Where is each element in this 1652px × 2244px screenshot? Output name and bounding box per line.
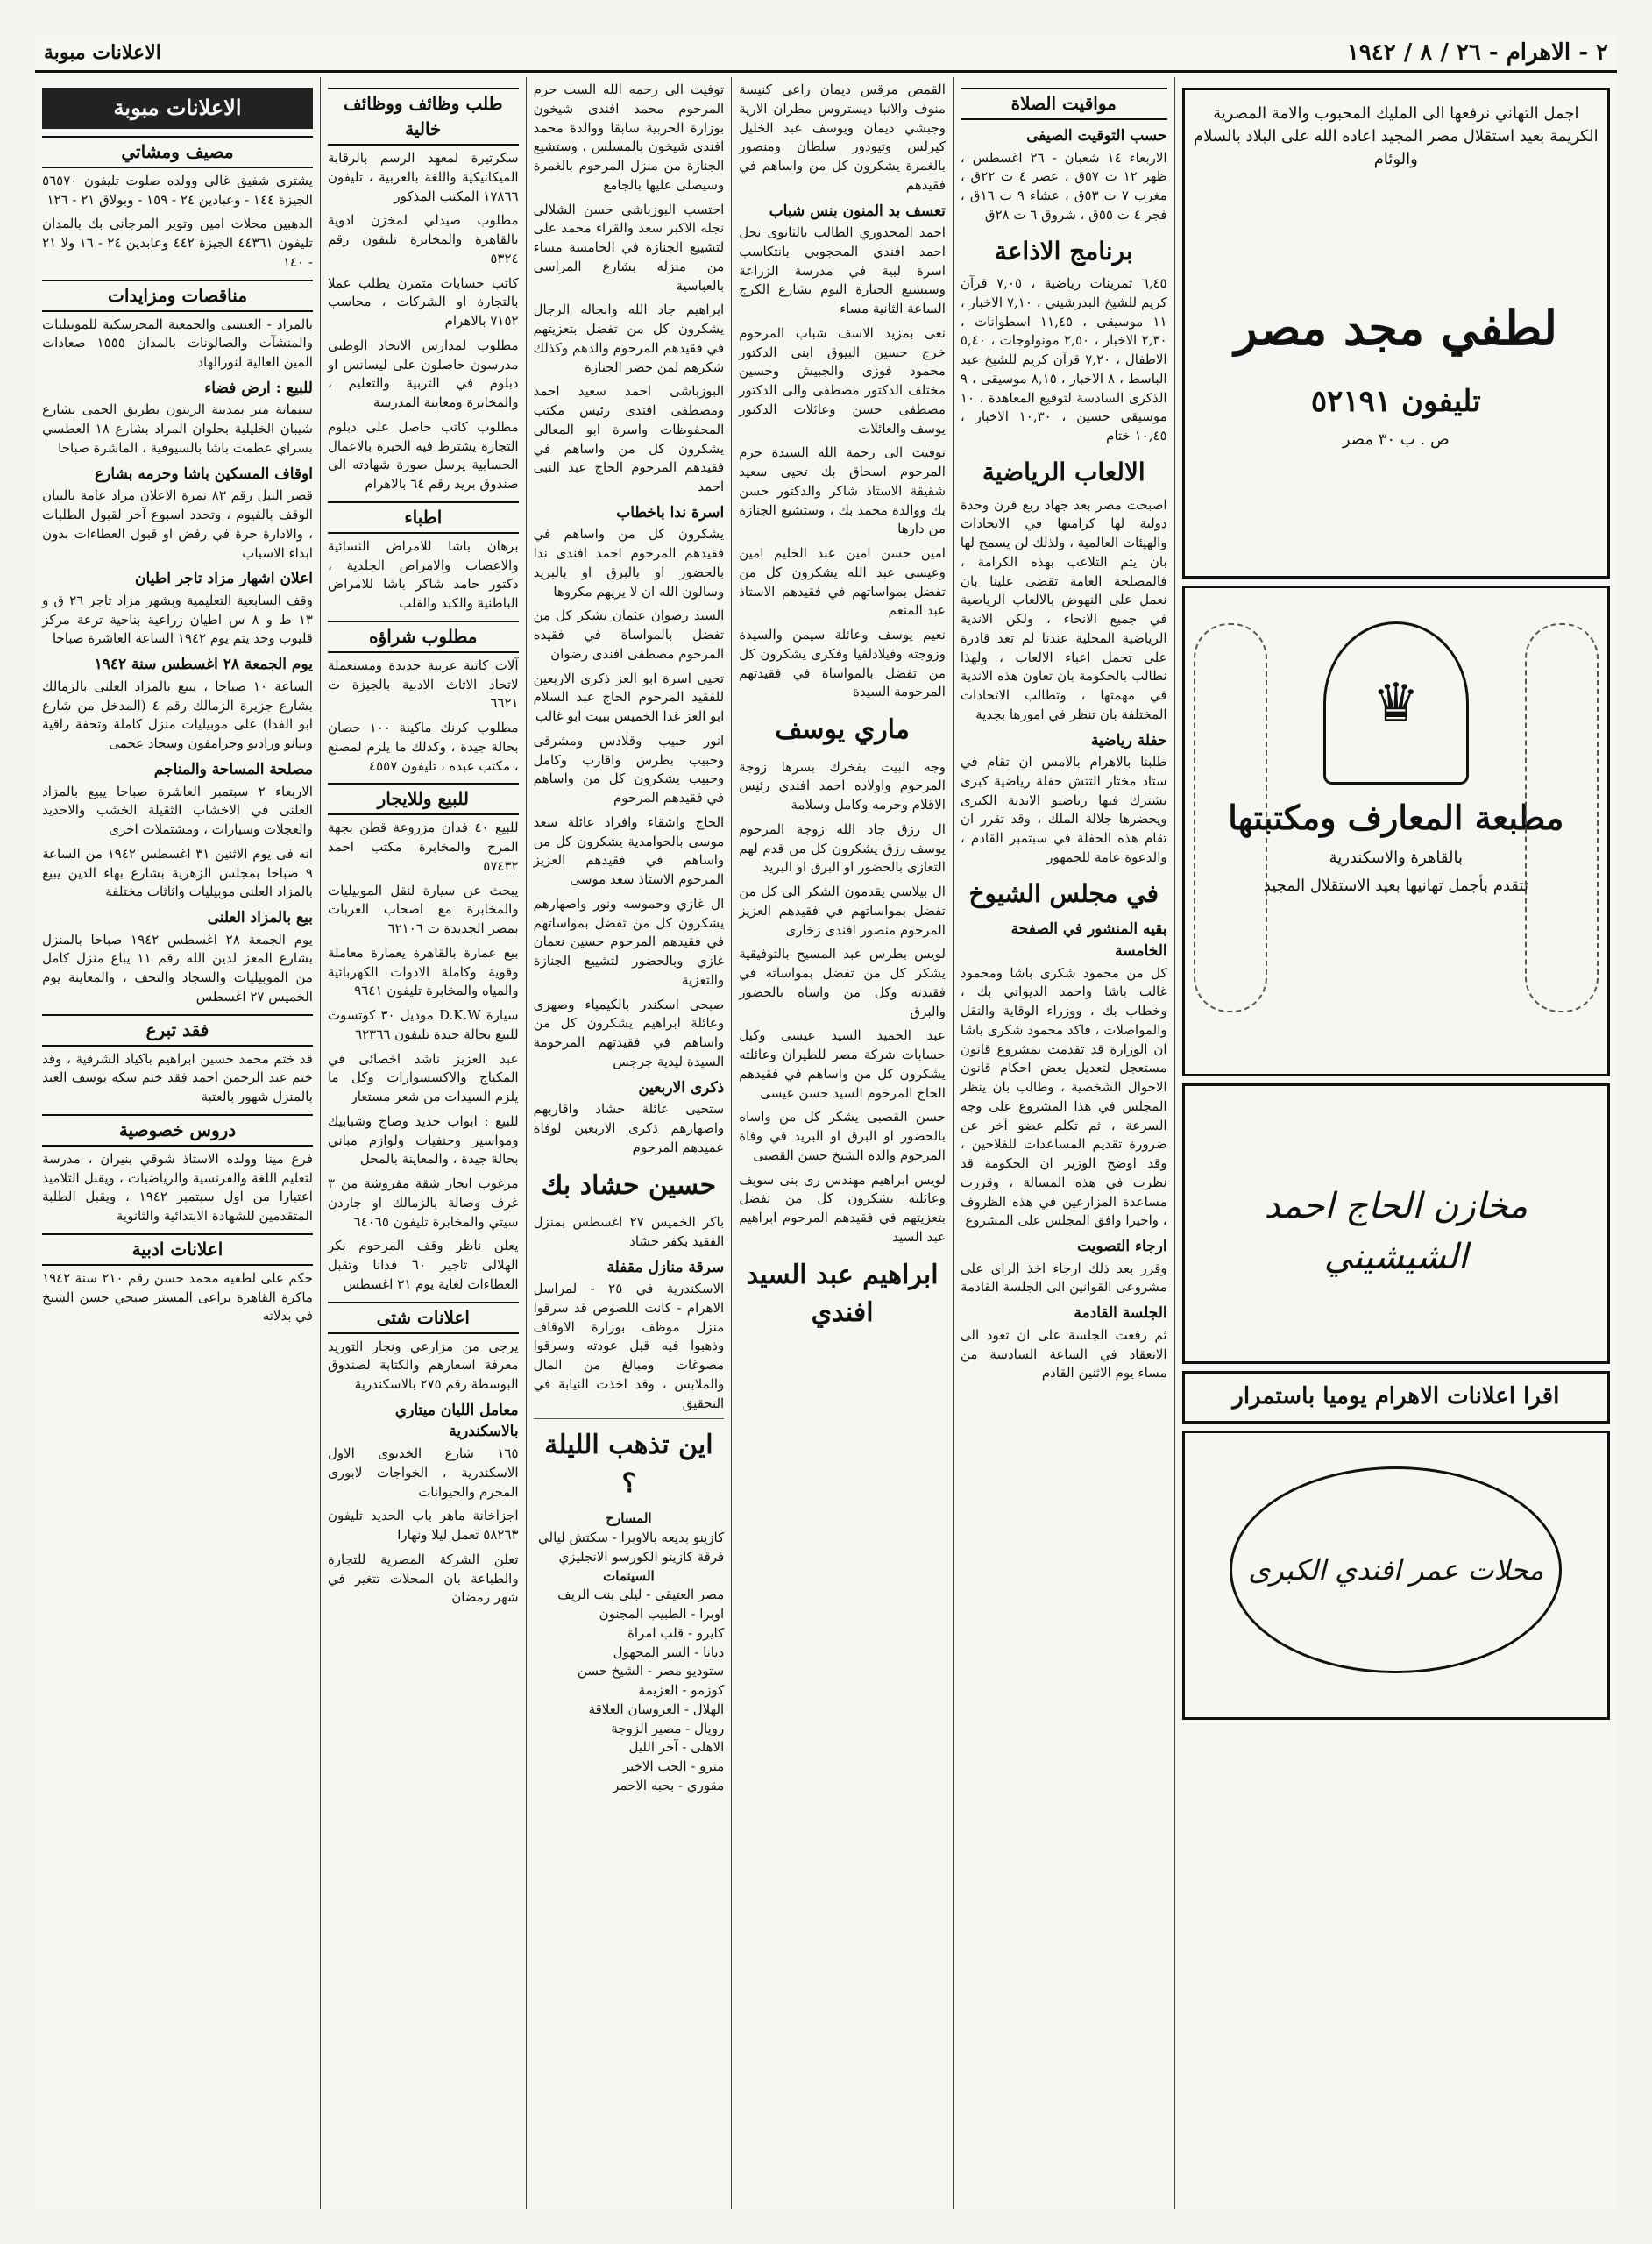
obit-text: ستحيى عائلة حشاد واقاربهم واصهارهم ذكرى الاربعين لوفاة عميدهم المرحوم <box>533 1101 725 1155</box>
section-title: مطلوب شراؤه <box>328 621 519 653</box>
obit-text: ابراهيم جاد الله وانجاله الرجال يشكرون كل من تفضل بتعزيتهم في فقيدهم المرحوم والدهم وكذلك شكرهم لمن حضر الجنازة <box>533 302 725 375</box>
vote-title: ارجاء التصويت <box>1077 1238 1167 1256</box>
obit-text: صبحى اسكندر بالكيمياء وصهرى وعائلة ابراهيم يشكرون كل من واساهم في فقيدتهم المرحومة السيدة ليدية جرجس <box>533 996 725 1069</box>
cinema-line: ديانا - السر المجهول <box>613 1644 725 1660</box>
ad-text: الدهبين محلات امين وتوير المرجانى بك بالمدان تليفون ٤٤٣٦١ الجيزة ٤٤٢ وعابدين ٢٤ - ١٦ ولا ٢١ - ١٤٠ <box>42 216 313 270</box>
section-title: اعلانات ادبية <box>42 1233 313 1266</box>
cinema-title: اين تذهب الليلة ؟ <box>544 1430 713 1499</box>
ad-text: بيع عمارة بالقاهرة يعمارة معاملة وقوية وكاملة الادوات الكهربائية والمياه والمخابرة تليفون ٩٦٤١ <box>327 944 519 999</box>
ad3-text: مخازن الحاج احمد الشيشيني <box>1264 1186 1528 1277</box>
next-session-text: ثم رفعت الجلسة على ان تعود الى الانعقاد في الساعة السادسة من مساء يوم الاثنين القادم <box>960 1326 1167 1381</box>
obit-text: عبد الحميد السيد عيسى وكيل حسابات شركة مصر للطيران وعائلته يشكرون كل من واساهم في فقيدهم الحاج المرحوم السيد حسن عيسى <box>739 1027 946 1101</box>
ad-text: اجزاخانة ماهر باب الحديد تليفون ٥٨٢٦٣ تعمل ليلا ونهارا <box>327 1508 519 1544</box>
obit-text: نعيم يوسف وعائلة سيمن والسيدة وزوجته وفيلادلفيا وفكرى يشكرون كل من تفضل بالمواساة في فقيدتهم المرحومة السيدة <box>739 627 946 700</box>
cinema-line: كازينو بديعه بالاوبرا - سكتش ليالي <box>538 1530 725 1546</box>
obit-title: تعسف بد المنون بنس شباب <box>769 202 946 220</box>
cinema-line: كايرو - قلب امراة <box>627 1624 725 1641</box>
ad-text: الساعة ١٠ صباحا ، يبيع بالمزاد العلنى بالزمالك بشارع جزيرة الزمالك رقم ٤ (المدخل من شارع ابو الفدا) على موبيليات منزل كاملة وتحفة راقية وبيانو وراديو وجرامفون وسجاد عجمى <box>42 678 313 752</box>
obit-text: نعى بمزيد الاسف شباب المرحوم خرج حسين البيوق ابنى الدكتور محمود فوزى والجبيش وحسين مختلف الدكتور مصطفى والى الدكتور مصطفى حسن وعائلات الدكتور يوسف والعائلات <box>739 324 946 437</box>
obit-text: يشكرون كل من واساهم في فقيدهم المرحوم احمد افندى ندا بالحضور او بالبرق او بالبريد وسالون الله ان لا يريهم مكروها <box>533 526 725 600</box>
section-title: دروس خصوصية <box>42 1114 313 1147</box>
ad-text: للبيع ٤٠ فدان مزروعة قطن بجهة المرج والمخابرة مكتب احمد ٥٧٤٣٢ <box>327 820 519 874</box>
cinema-line: الاهلى - آخر الليل <box>628 1739 725 1756</box>
parliament-text: كل من محمود شكرى باشا ومحمود غالب باشا واحمد الديواني بك ، وخطاب بك ، ووزراء الوقاية والنقل والمواصلات ، فاكد محمود شكرى باشا ان الوزارة قد تقدمت بمشروع قانون مستعجل لتعديل بعض احكام قانون الاحوال الشخصية ، وطالب بان ينظر المجلس في هذا المشروع على وجه السرعة ، ثم تكلم عضو آخر عن ضرورة تقديم المساعدات للفلاحين ، وقد اوضح الوزير ان الحكومة قد نظرت في هذه المسالة ، وقررت مساعدة المزارعين في هذه الظروف ، واخيرا وافق المجلس على المشروع <box>960 964 1167 1229</box>
ad1-phone: تليفون ٥٢١٩١ <box>1310 383 1481 419</box>
ad-text: كاتب حسابات متمرن يطلب عملا بالتجارة او الشركات ، محاسب ٧١٥٢ بالاهرام <box>327 274 519 329</box>
section-banner: الاعلانات مبوبة <box>44 41 161 64</box>
cinema-line: السينمات <box>603 1567 655 1584</box>
section-title: اعلان اشهار مزاد تاجر اطيان <box>134 570 313 588</box>
obit-text: القمص مرقس ديمان راعى كنيسة منوف والانبا ديستروس مطران الارية وجبشي ديمان ويوسف عبد الخليل كيرلس وتيودور سلطان ومنصور بالغمرة يشكرون كل من واساهم في فقيدهم <box>739 82 946 193</box>
obit-text: انور حبيب وقلادس ومشرقى وحبيب بطرس واقارب وكامل وحبيب يشكرون كل من واساهم في فقيدهم المرحوم <box>533 732 725 806</box>
section-title: اطباء <box>328 501 519 534</box>
ad-lotfi-magd <box>1182 88 1610 579</box>
obit-big-name: حسين حشاد بك <box>541 1169 717 1201</box>
section-title: اعلانات شتى <box>328 1302 519 1334</box>
obit-big-name: ماري يوسف <box>775 714 910 746</box>
cinema-line: مترو - الحب الاخير <box>622 1758 725 1775</box>
ad-text: ١٦٥ شارع الخديوى الاول الاسكندرية ، الخواجات لابورى المحرم والحيوانات <box>327 1445 519 1500</box>
column-news <box>953 77 1174 2209</box>
next-session-title: الجلسة القادمة <box>1074 1304 1167 1323</box>
ad-text: حكم على لطفيه محمد حسن رقم ٢١٠ سنة ١٩٤٢ ماكرة القاهرة يراعى المستر صبحي حسن الشيخ في بدلاته <box>42 1269 313 1324</box>
obit-text: السيد رضوان عثمان يشكر كل من تفضل بالمواساة في فقيده المرحوم مصطفى افندى رضوان <box>533 607 725 662</box>
cinema-line: رويال - مصير الزوجة <box>611 1720 725 1736</box>
section-title: مصلحة المساحة والمناجم <box>153 760 313 778</box>
obit-text: توفيت الى رحمه الله الست حرم المرحوم محمد افندى شيخون بوزارة الحربية سابقا ووالدة محمد افندى شيخون بالمسلس ، وستشيع الجنازة من منزل المرحوم بالغمرة وسيصلى عليها بالجامع <box>533 82 725 193</box>
ad-text: يوم الجمعة ٢٨ اغسطس ١٩٤٢ صباحا بالمنزل بشارع المعز لدين الله رقم ١١ يباع منزل كامل من الموبيليات والسجاد والتحف ، والمعاينة يوم الخميس ٢٧ اغسطس <box>42 931 313 1005</box>
ad-text: يبحث عن سيارة لنقل الموبيليات والمخابرة مع اصحاب العربات بمصر الجديدة ت ٦٢١٠٦ <box>327 882 519 936</box>
ad-text: يرجى من مزارعي ونجار التوريد معرفة اسعارهم والكتابة لصندوق البوسطة رقم ٢٧٥ بالاسكندرية <box>327 1338 519 1392</box>
obit-text: باكر الخميس ٢٧ اغسطس بمنزل الفقيد بكفر حشاد <box>533 1214 725 1249</box>
ad-text: يشترى شفيق غالى وولده صلوت تليفون ٥٦٥٧٠ الجيزة ١٤٤ - وعبادين ٢٤ - ١٥٩ - وبولاق ٢١ - ١٢٦ <box>42 172 313 208</box>
ad1-box: ص . ب ٣٠ مصر <box>1342 430 1450 449</box>
sports-text2: طلبنا بالاهرام بالامس ان تقام في ستاد مختار التتش حفلة رياضية كبرى يشترك فيها رياضيو الاندية الكبرى ويحضرها جلالة الملك ، وقد تقرر ان تقام هذه الحفلة في سبتمبر القادم ، والدعوة عامة للجمهور <box>960 754 1167 865</box>
ad-text: فرع مينا وولده الاستاذ شوقي بنيران ، مدرسة لتعليم اللغة والفرنسية والرياضيات ، ويقبل التلاميذ اعتبارا من اول سبتمبر ١٩٤٢ ، ويقبل الطلبة المتقدمين للشهادة الابتدائية والثانوية <box>42 1150 313 1225</box>
obit-title: اسرة ندا باخطاب <box>616 503 725 522</box>
obit-text: احتسب البوزباشى حسن الشلالى نجله الاكبر سعد والقراء محمد على لتشييع الجنازة في الخامسة مساء من منزله بشارع المراسى بالعباسية <box>533 201 725 294</box>
news-title: سرقة منازل مقفلة <box>606 1258 725 1276</box>
ad-text: يعلن ناظر وقف المرحوم بكر الهلالى تاجير ٦٠ فدانا وتقبل العطاءات لغاية يوم ٣١ اغسطس <box>327 1238 519 1292</box>
ad-text: الاربعاء ٢ سبتمبر العاشرة صباحا يبيع بالمزاد العلنى في الاخشاب الثقيلة الخشب والاحديد والعجلات وسيارات ، ومشتملات اخرى <box>42 783 313 837</box>
masthead <box>35 35 1617 73</box>
ad-omar-effendi <box>1182 1431 1610 1720</box>
cinema-line: مقوري - بحبه الاحمر <box>613 1777 725 1793</box>
wreath-right-icon <box>1525 623 1599 1012</box>
obit-text: لويس بطرس عبد المسيح بالتوفيقية يشكر كل من تفضل بمواساته في فقيدته وكل من واساه بالحضور والبرق <box>739 946 946 1019</box>
ad-text: بالمزاد - العنسى والجمعية المحرسكية للموبيليات والمنشآت والصالونات بالمدان ١٥٥٥ صعادات المين العالية لنورالهاد <box>42 316 313 371</box>
radio-title: برنامج الاذاعة <box>994 236 1133 266</box>
section-title: للبيع : ارض فضاء <box>204 379 313 397</box>
ad-text: قد ختم محمد حسين ابراهيم باكياد الشرقية ، وقد ختم عبد الرحمن احمد فقد ختم سكه يوسف العبد بالمنزل شهور بالعتبة <box>42 1050 313 1105</box>
column-classifieds-b <box>320 77 526 2209</box>
ad1-text: اجمل التهاني نرفعها الى المليك المحبوب والامة المصرية الكريمة بعيد استقلال مصر المجيد اعاده الله على البلاد بالسلام والوئام <box>1194 104 1599 169</box>
ad5-text: محلات عمر افندي الكبرى <box>1230 1466 1562 1673</box>
ad-text: مطلوب صيدلي لمخزن ادوية بالقاهرة والمخابرة تليفون رقم ٥٣٢٤ <box>327 212 519 266</box>
prayer-text: الاربعاء ١٤ شعبان - ٢٦ اغسطس ، ظهر ١٢ ت ٥٧ق ، عصر ٤ ت ٢٢ق ، مغرب ٧ ت ٥٣ق ، عشاء ٩ ت ١٦ق ، فجر ٤ ت ٥٥ق ، شروق ٦ ت ٢٨ق <box>960 149 1167 223</box>
parliament-sub: بقيه المنشور في الصفحة الخامسة <box>1010 920 1167 960</box>
obit-text: امين حسن امين عبد الحليم امين وعيسى عبد الله يشكرون كل من تفضل بمواساتهم في فقيدهم الاستاذ عبد المنعم <box>739 545 946 619</box>
ad-text: سكرتيرة لمعهد الرسم بالرقابة الميكانيكية واللغة بالعربية ، تليفون ١٧٨٦٦ المكتب المذكور <box>327 150 519 204</box>
cinema-line: الهلال - العروسان العلاقة <box>588 1701 725 1717</box>
ad2-text: تتقدم بأجمل تهانيها بعيد الاستقلال المجيد <box>1263 877 1528 896</box>
ad1-name: لطفي مجد مصر <box>1234 300 1557 357</box>
section-title: مصيف ومشاتي <box>42 136 313 168</box>
classifieds-header: الاعلانات مبوبة <box>42 88 313 129</box>
ad-text: قصر النيل رقم ٨٣ نمرة الاعلان مزاد عامة بالبيان الوقف بالفيوم ، وتحدد اسبوع آخر لقبول الطلبات ، والادارة حرة في رفض او قبول العطاءات بدون ابداء الاسباب <box>42 487 313 561</box>
radio-text: ٦,٤٥ تمرينات رياضية ، ٧,٠٥ قرآن كريم للشيخ البدرشيني ، ٧,١٠ الاخبار ، ١١ موسيقى ، ١١,٤٥ اسطوانات ، ٢,٣٠ الاخبار ، ٢,٥٠ مونولوجات ، ٥,٤٠ الاطفال ، ٧,٢٠ قرآن كريم للشيخ عبد الباسط ، ٨ الاخبار ، ٨,١٥ موسيقى ، ٩ الذكرى السادسة لتوقيع المعاهدة ، ١٠ موسيقى حسين ، ١٠,٣٠ الاخبار ، ١٠,٤٥ ختام <box>960 275 1167 444</box>
sports-title: الالعاب الرياضية <box>982 457 1145 486</box>
ad-text: مطلوب كرنك ماكينة ١٠٠ حصان بحالة جيدة ، وكذلك ما يلزم لمصنع ، مكتب عبده ، تليفون ٤٥٥٧ <box>327 720 519 774</box>
ad4-text: اقرا اعلانات الاهرام يوميا باستمرار <box>1232 1383 1560 1410</box>
sports-text: اصبحت مصر بعد جهاد ربع قرن وحدة دولية لها كرامتها في الاتحادات والهيئات العالمية ، ولذلك لن يسمح لها بان يتم التلاعب بهذه الكرامة ، فالمصلحة العامة تقضى علينا بان نعمل على النهوض بالالعاب الرياضية في جميع الانحاء ، ولكن الاندية الرياضية المحلية عندنا لم تعد قادرة على تحمل اعباء الالعاب ، ولهذا نطالب بالحكومة بان تعاون هذه الاندية في مهمتها ، وتطالب الاتحادات المختلفة بان تنظر في امورها بجدية <box>960 496 1167 722</box>
ad-maaref-press <box>1182 586 1610 1076</box>
news-text: الاسكندرية في ٢٥ - لمراسل الاهرام - كانت اللصوص قد سرقوا منزل موظف بوزارة الاوقاف وذهبوا فيه قبل عودته وسرقوا مصوغات ومبالغ من المال والملابس ، وقد اخذت النيابة في التحقيق <box>533 1281 725 1411</box>
ad-text: مطلوب لمدارس الاتحاد الوطنى مدرسون حاصلون على ليسانس او دبلوم في التربية والتعليم ، والمخابرة ومعاينة المدرسة <box>327 337 519 410</box>
obit-text: الحاج واشقاء وافراد عائلة سعد موسى بالحوامدية يشكرون كل من واساهم في فقيدهم العزيز المرحوم الاستاذ سعد موسى <box>533 813 725 888</box>
obit-text: لويس ابراهيم مهندس رى بنى سويف وعائلته يشكرون كل من تفضل بتعزيتهم في فقيدهم المرحوم ابراهيم عبد السيد <box>739 1171 946 1245</box>
column-obituaries-a <box>731 77 953 2209</box>
cinema-line: اوبرا - الطبيب المجنون <box>599 1606 725 1623</box>
cinema-line: المسارح <box>606 1510 652 1527</box>
vote-text: وقرر بعد ذلك ارجاء اخذ الراى على مشروعى القوانين الى الجلسة القادمة <box>960 1260 1167 1296</box>
ad-text: برهان باشا للامراض النسائية والاعصاب والامراض الجلدية ، دكتور حامد شاكر باشا للامراض الباطنية والكبد والقلب <box>327 537 519 611</box>
section-title: مناقصات ومزايدات <box>42 280 313 312</box>
obit-text: تحيى اسرة ابو العز ذكرى الاربعين للفقيد المرحوم الحاج عبد السلام ابو العز غدا الخميس ببيت ابو غالب <box>533 670 725 725</box>
section-title: يوم الجمعة ٢٨ اغسطس سنة ١٩٤٢ <box>94 656 313 674</box>
section-title: للبيع وللايجار <box>328 783 519 815</box>
section-title: اوقاف المسكين باشا وحرمه بشارع <box>94 465 313 483</box>
cinema-list <box>534 1509 725 1795</box>
parliament-title: في مجلس الشيوخ <box>968 878 1159 908</box>
obit-text: ال بيلاسي يقدمون الشكر الى كل من تفضل بمواساتهم في فقيدهم العزيز المرحوم منصور افندى زخارى <box>739 884 946 938</box>
ad-text: آلات كاتبة عربية جديدة ومستعملة لاتحاد الاثاث الادبية بالجيزة ت ٦٦٢١ <box>327 657 519 712</box>
jobs-header: طلب وظائف ووظائف خالية <box>328 88 519 146</box>
column-classifieds-a <box>35 77 320 2209</box>
issue-line: ٢ - الاهرام - ٢٦ / ٨ / ١٩٤٢ <box>1346 39 1608 66</box>
ad-text: سيارة D.K.W موديل ٣٠ كوتسوت للبيع بحالة جيدة تليفون ٦٢٣٦٦ <box>327 1007 519 1042</box>
obit-text: احمد المجدوري الطالب بالثانوى نجل احمد افندي المحجوبي بانتكاسب اسرة لبية في مدرسة الزراعة وسيشيع الجنازة اليوم بشارع الكرج الساعة الثانية مساء <box>739 224 946 317</box>
ad-read-ahram <box>1182 1371 1610 1424</box>
ad2-name: مطبعة المعارف ومكتبتها <box>1228 798 1564 837</box>
ad-text: انه فى يوم الاثنين ٣١ اغسطس ١٩٤٢ من الساعة ٩ صباحا بمجلس الزهرية بشارع بهاء الدين يبيع بالمزاد العلنى موبيليات واثاثات مختلفة <box>42 845 313 900</box>
crown-crest-icon: ♛ <box>1323 621 1469 785</box>
ad-text: مطلوب كاتب حاصل على دبلوم التجارة يشترط فيه الخبرة بالاعمال الحسابية يرسل صورة شهادته الى صندوق بريد رقم ٦٤ بالاهرام <box>327 418 519 492</box>
ad-text: سيماتة متر بمدينة الزيتون بطريق الحمى بشارع شيبان الخليلية بحلوان المراد بشارع ١٨ العطسي بسراي عطمت باشا بالسيوفية ، الماشرة صباحا <box>42 401 313 456</box>
section-title: بيع بالمزاد العلنى <box>207 909 313 927</box>
obit-big-name-2: ابراهيم عبد السيد افندي <box>746 1259 939 1329</box>
column-ads <box>1174 77 1617 2209</box>
sports-sub: حفلة رياضية <box>1091 731 1167 749</box>
prayer-sub: حسب التوقيت الصيفى <box>1026 127 1167 145</box>
ad-text: للبيع : ابواب حديد وصاج وشبابيك ومواسير وحنفيات ولوازم مباني بحالة جيدة ، والمعاينة بالمحل <box>327 1112 519 1168</box>
cinema-line: فرقة كازينو الكورسو الانجليزي <box>558 1548 725 1565</box>
ad-calligraphy <box>1182 1083 1610 1364</box>
divider <box>534 1418 725 1419</box>
columns <box>35 77 1617 2209</box>
obit-text: وجه البيت بفخرك بسرها زوجة المرحوم واولاده احمد افندي رئيس الاقلام وحرمه وكامل وسلامة <box>739 758 946 813</box>
obit-text: البوزباشى احمد سعيد احمد ومصطفى افندى رئيس مكتب المحفوظات واسرة ابو المعالى يشكرون كل من واساهم في فقيدهم المرحوم الحاج عبد النبى احمد <box>533 383 725 494</box>
obit-text: ال غازي وحموسه ونور واصهارهم يشكرون كل من تفضل بمواساتهم في فقيدهم المرحوم حسين نعمان غازي وبالحضور لتشييع الجنازة والتعزية <box>533 895 725 988</box>
cinema-line: ستوديو مصر - الشيخ حسن <box>577 1663 725 1679</box>
ad-text: عبد العزيز ناشد اخصائى في المكياج والاكسسوارات وكل ما يلزم السيدات من شعر مستعار <box>327 1050 519 1104</box>
cinema-line: كوزمو - العزيمة <box>638 1682 725 1699</box>
obit-text: حسن القصبى يشكر كل من واساه بالحضور او البرق او البريد في وفاة المرحوم والده الشيخ حسن القصبى <box>739 1109 946 1163</box>
newspaper-page <box>35 35 1617 2209</box>
ad-text: وقف السابعية التعليمية وبشهر مزاد تاجر ٢٦ ق و ١٣ ط و ٨ س اطيان زراعية بناحية ترعة مركز قليوب وحد يتم يوم ١٩٤٢ الساعة العاشرة صباحا <box>42 592 313 647</box>
section-title: فقد تبرع <box>42 1014 313 1047</box>
wreath-left-icon <box>1194 623 1267 1012</box>
obit-text: ال رزق جاد الله زوجة المرحوم يوسف رزق يشكرون كل من قدم لهم التعازى بالحضور او البرق او البريد <box>739 820 946 876</box>
column-obituaries-b <box>526 77 732 2209</box>
obit-text: توفيت الى رحمة الله السيدة حرم المرحوم اسحاق بك تحيى سعيد شقيقة الاستاذ شاكر والدكتور حسن بك ووالدة محمد بك ، وستشيع الجنازة من دارها <box>739 444 946 537</box>
prayer-title: مواقيت الصلاة <box>961 88 1167 120</box>
ad-text: مرغوب ايجار شقة مفروشة من ٣ غرف وصالة بالزمالك او جاردن سيتي والمخابرة تليفون ٦٤٠٦٥ <box>327 1175 519 1230</box>
section-title: معامل الليان ميتاري بالاسكندرية <box>394 1401 519 1441</box>
obit-title: ذكرى الاربعين <box>638 1078 725 1097</box>
cinema-line: مصر العتيقى - ليلى بنت الريف <box>557 1587 725 1603</box>
ad2-cities: بالقاهرة والاسكندرية <box>1329 849 1463 868</box>
ad-text: تعلن الشركة المصرية للتجارة والطباعة بان المحلات تتغير في شهر رمضان <box>327 1551 519 1606</box>
